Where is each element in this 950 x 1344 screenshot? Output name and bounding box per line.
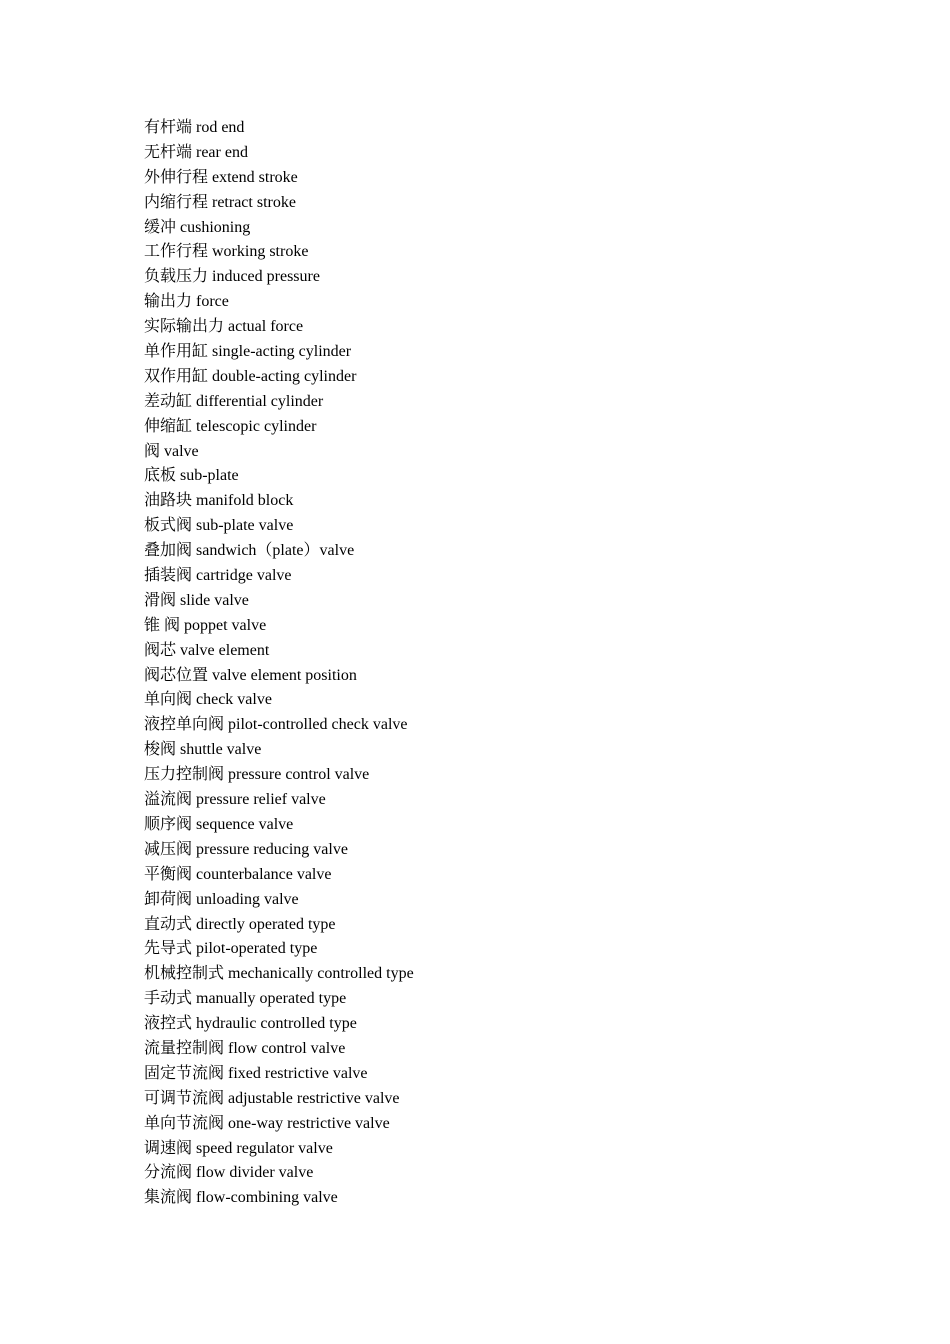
term-entry: 单向节流阀 one-way restrictive valve bbox=[144, 1114, 390, 1132]
term-entry: 液控式 hydraulic controlled type bbox=[144, 1015, 357, 1033]
term-entry: 锥 阀 poppet valve bbox=[144, 616, 267, 634]
term-entry: 缓冲 cushioning bbox=[144, 218, 251, 236]
term-entry: 有杆端 rod end bbox=[144, 119, 245, 136]
term-entry: 集流阀 flow-combining valve bbox=[144, 1189, 338, 1207]
term-entry: 双作用缸 double-acting cylinder bbox=[144, 367, 357, 385]
term-entry: 可调节流阀 adjustable restrictive valve bbox=[144, 1089, 400, 1107]
term-entry: 梭阀 shuttle valve bbox=[144, 741, 262, 759]
term-entry: 工作行程 working stroke bbox=[144, 243, 309, 261]
term-entry: 内缩行程 retract stroke bbox=[144, 193, 296, 211]
term-entry: 负载压力 induced pressure bbox=[144, 268, 320, 286]
term-entry: 压力控制阀 pressure control valve bbox=[144, 766, 370, 784]
term-entry: 板式阀 sub-plate valve bbox=[144, 517, 294, 535]
term-entry: 阀 valve bbox=[144, 442, 199, 460]
term-entry: 无杆端 rear end bbox=[144, 143, 248, 161]
term-entry: 外伸行程 extend stroke bbox=[144, 168, 298, 186]
term-entry: 卸荷阀 unloading valve bbox=[144, 890, 299, 908]
term-entry: 油路块 manifold block bbox=[144, 492, 294, 510]
term-entry: 滑阀 slide valve bbox=[144, 591, 249, 609]
term-entry: 顺序阀 sequence valve bbox=[144, 815, 294, 833]
term-entry: 插装阀 cartridge valve bbox=[144, 567, 292, 585]
term-entry: 手动式 manually operated type bbox=[144, 990, 347, 1008]
term-list bbox=[144, 116, 414, 1211]
term-entry: 液控单向阀 pilot-controlled check valve bbox=[144, 716, 408, 734]
term-entry: 平衡阀 counterbalance valve bbox=[144, 865, 332, 883]
term-entry: 差动缸 differential cylinder bbox=[144, 392, 324, 410]
term-entry: 分流阀 flow divider valve bbox=[144, 1164, 314, 1182]
term-entry: 输出力 force bbox=[144, 293, 229, 311]
term-entry: 阀芯位置 valve element position bbox=[144, 666, 357, 684]
term-entry: 流量控制阀 flow control valve bbox=[144, 1039, 346, 1057]
term-entry: 单作用缸 single-acting cylinder bbox=[144, 343, 352, 361]
term-entry: 叠加阀 sandwich（plate）valve bbox=[144, 542, 355, 560]
term-entry: 溢流阀 pressure relief valve bbox=[144, 791, 326, 809]
term-entry: 阀芯 valve element bbox=[144, 641, 270, 659]
term-entry: 单向阀 check valve bbox=[144, 691, 272, 709]
term-entry: 底板 sub-plate bbox=[144, 467, 239, 485]
term-entry: 直动式 directly operated type bbox=[144, 915, 336, 933]
term-entry: 实际输出力 actual force bbox=[144, 318, 304, 336]
term-entry: 调速阀 speed regulator valve bbox=[144, 1139, 333, 1157]
term-entry: 伸缩缸 telescopic cylinder bbox=[144, 417, 317, 435]
term-entry: 机械控制式 mechanically controlled type bbox=[144, 965, 414, 983]
term-entry: 固定节流阀 fixed restrictive valve bbox=[144, 1064, 368, 1082]
term-entry: 先导式 pilot-operated type bbox=[144, 940, 318, 958]
term-entry: 减压阀 pressure reducing valve bbox=[144, 840, 348, 858]
